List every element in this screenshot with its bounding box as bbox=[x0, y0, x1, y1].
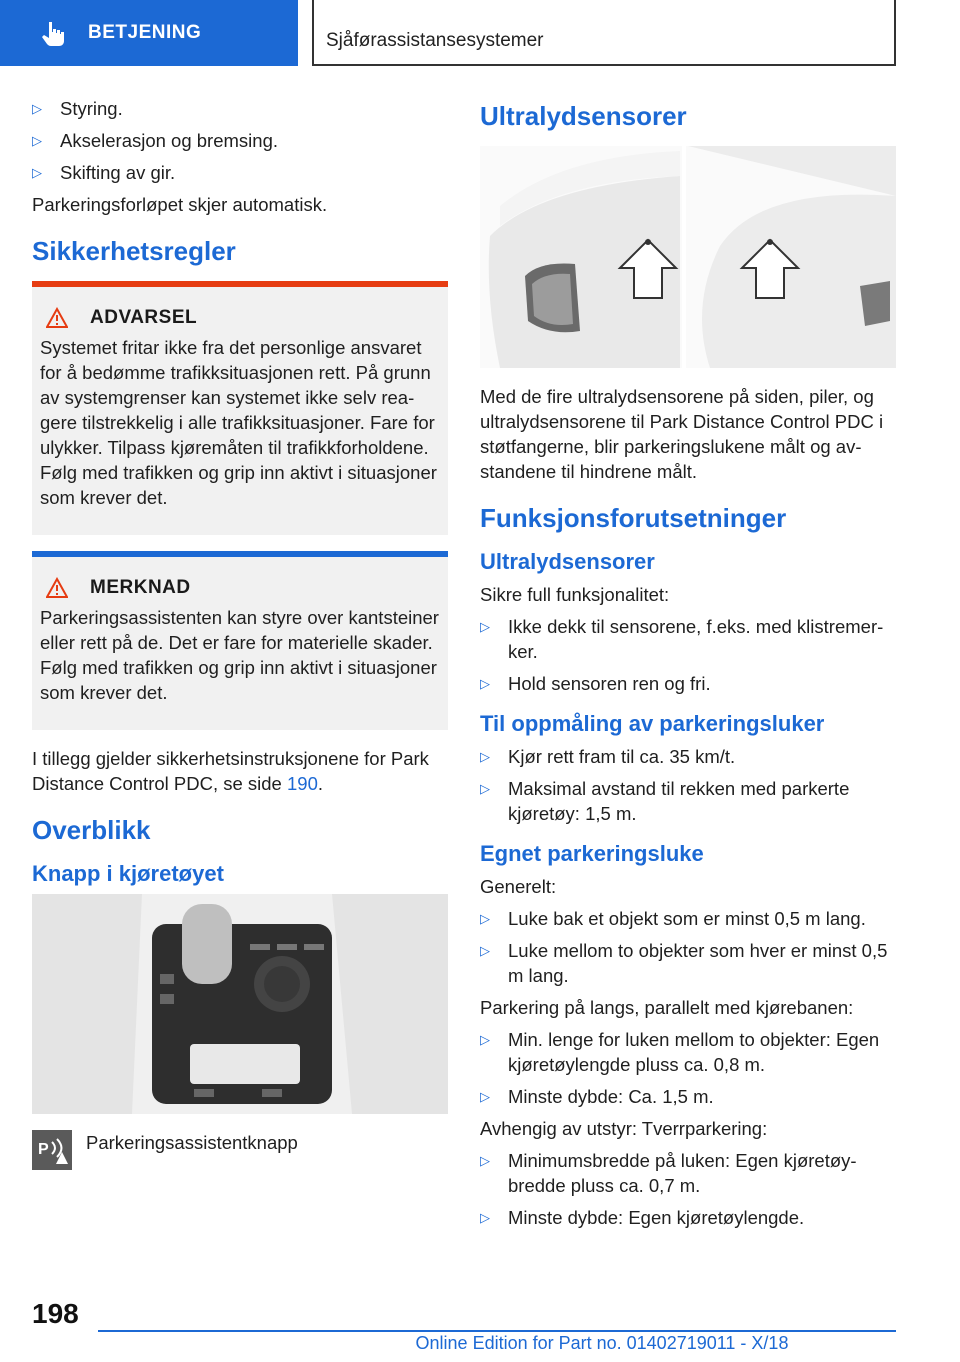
page-number: 198 bbox=[32, 1298, 79, 1329]
triangle-bullet-icon: ▷ bbox=[480, 676, 490, 691]
sensor-location-image bbox=[480, 146, 896, 368]
right-column bbox=[480, 96, 896, 1237]
center-console-image bbox=[32, 894, 448, 1114]
svg-text:P: P bbox=[38, 1141, 49, 1158]
triangle-bullet-icon: ▷ bbox=[480, 749, 490, 764]
triangle-bullet-icon: ▷ bbox=[480, 1032, 490, 1047]
triangle-bullet-icon: ▷ bbox=[480, 1089, 490, 1104]
warning-text: Systemet fritar ikke fra det personlige ansvaret for å bedømme trafikksituasjonen rett. På grunn av systemgrenser kan systemet ikke selv reagere tilstrekkelig i alle trafikksituasjoner. Fare for ulykker. Tilpass kjøremåten til trafikkforholdene. Følg med trafikken og grip inn aktivt i situasjoner som krever det. bbox=[40, 337, 437, 508]
list-item: ▷ Akselerasjon og bremsing. bbox=[32, 130, 278, 151]
list-item: ▷ Maksimal avstand til rekken med parkerte kjøretøy: 1,5 m. bbox=[480, 778, 850, 824]
triangle-bullet-icon: ▷ bbox=[480, 1153, 490, 1168]
section-tab[interactable] bbox=[0, 0, 298, 66]
list-item: ▷ Minimumsbredde på luken: Egen kjøretøybredde pluss ca. 0,7 m. bbox=[480, 1150, 857, 1196]
overview-heading: Overblikk bbox=[32, 815, 151, 845]
triangle-bullet-icon: ▷ bbox=[480, 781, 490, 796]
button-caption bbox=[32, 1130, 448, 1170]
warning-title: ADVARSEL bbox=[90, 307, 198, 328]
edition-text: Online Edition for Part no. 01402719011 - X/18 bbox=[415, 1333, 789, 1353]
triangle-bullet-icon: ▷ bbox=[480, 619, 490, 634]
triangle-bullet-icon: ▷ bbox=[32, 101, 42, 116]
footer-divider bbox=[98, 1330, 896, 1332]
list-item: ▷ Min. lenge for luken mellom to objekter: Egen kjøretøylengde pluss ca. 0,8 m. bbox=[480, 1029, 880, 1075]
list-item: ▷ Minste dybde: Ca. 1,5 m. bbox=[480, 1086, 714, 1107]
triangle-bullet-icon: ▷ bbox=[32, 165, 42, 180]
page-link[interactable]: 190 bbox=[287, 773, 318, 794]
list-item: ▷ Minste dybde: Egen kjøretøylengde. bbox=[480, 1207, 805, 1228]
intro-text: Parkeringsforløpet skjer automatisk. bbox=[32, 194, 328, 215]
list-item: ▷ Skifting av gir. bbox=[32, 162, 176, 183]
suitable-heading: Egnet parkeringsluke bbox=[480, 841, 704, 866]
sensors-subheading: Ultralydsensorer bbox=[480, 549, 655, 574]
list-item: ▷ Luke bak et objekt som er minst 0,5 m lang. bbox=[480, 908, 866, 929]
sensors-heading: Ultralydsensorer bbox=[480, 101, 687, 131]
list-item: ▷ Ikke dekk til sensorene, f.eks. med klistremerker. bbox=[480, 616, 884, 662]
list-item: ▷ Kjør rett fram til ca. 35 km/t. bbox=[480, 746, 736, 767]
parallel-list bbox=[480, 1027, 896, 1109]
parking-assistant-icon bbox=[32, 1130, 72, 1170]
general-text: Generelt: bbox=[480, 876, 557, 897]
hand-pointer-icon bbox=[40, 19, 68, 47]
measure-heading: Til oppmåling av parkeringsluker bbox=[480, 711, 825, 736]
note-triangle-icon bbox=[46, 577, 68, 599]
button-caption-text: Parkeringsassistentknapp bbox=[86, 1132, 298, 1153]
triangle-bullet-icon: ▷ bbox=[480, 943, 490, 958]
prereq-heading: Funksjonsforutsetninger bbox=[480, 503, 787, 533]
warning-box bbox=[32, 281, 448, 535]
button-heading: Knapp i kjøretøyet bbox=[32, 861, 224, 886]
note-text: Parkeringsassistenten kan styre over kantsteiner eller rett på de. Det er fare for materielle skader. Følg med trafikken og grip inn aktivt i situasjoner som krever det. bbox=[40, 607, 439, 703]
left-column bbox=[32, 96, 448, 1170]
warning-triangle-icon bbox=[46, 307, 68, 329]
intro-list bbox=[32, 96, 448, 185]
sensors-sub-text: Sikre full funksjonalitet: bbox=[480, 584, 670, 605]
chapter-title: Sjåførassistansesystemer bbox=[312, 0, 896, 66]
note-box bbox=[32, 551, 448, 730]
list-item: ▷ Styring. bbox=[32, 98, 123, 119]
cross-list bbox=[480, 1148, 896, 1230]
sensors-list bbox=[480, 614, 896, 696]
list-item: ▷ Luke mellom to objekter som hver er minst 0,5 m lang. bbox=[480, 940, 888, 986]
note-title: MERKNAD bbox=[90, 577, 191, 598]
list-item: ▷ Hold sensoren ren og fri. bbox=[480, 673, 711, 694]
triangle-bullet-icon: ▷ bbox=[480, 1210, 490, 1225]
measure-list bbox=[480, 744, 896, 826]
triangle-bullet-icon: ▷ bbox=[32, 133, 42, 148]
parallel-text: Parkering på langs, parallelt med kjørebanen: bbox=[480, 997, 854, 1018]
cross-text: Avhengig av utstyr: Tverrparkering: bbox=[480, 1118, 768, 1139]
triangle-bullet-icon: ▷ bbox=[480, 911, 490, 926]
sensors-text: Med de fire ultralydsensorene på siden, piler, og ultralydsensorene til Park Distance Control PDC i støtfangerne, blir parkeringslukene målt og avstandene til hindrene målt. bbox=[480, 386, 884, 482]
general-list bbox=[480, 906, 896, 988]
section-tab-label: BETJENING bbox=[88, 22, 202, 43]
safety-heading: Sikkerhetsregler bbox=[32, 236, 236, 266]
extra-safety-text: I tillegg gjelder sikkerhetsinstruksjonene for Park Distance Control PDC, se side 190. bbox=[32, 748, 429, 794]
